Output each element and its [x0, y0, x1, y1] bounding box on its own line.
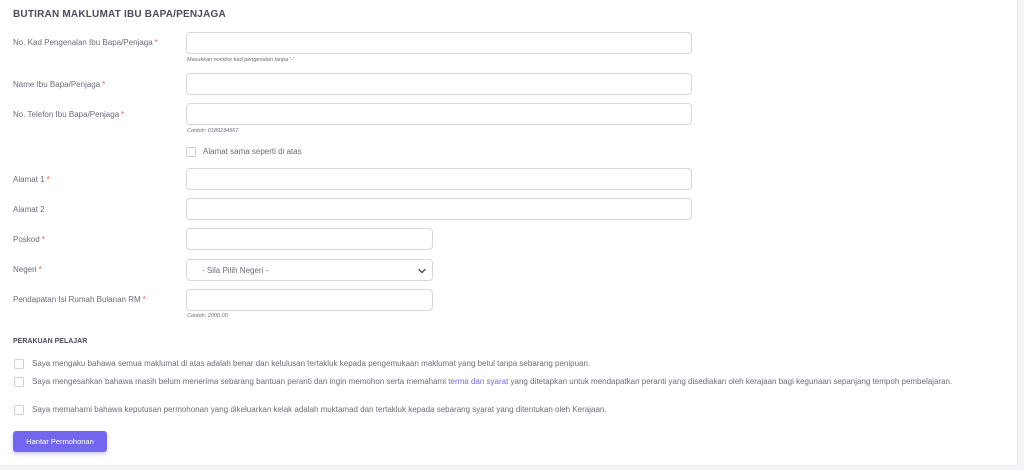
name-label: Name Ibu Bapa/Penjaga *	[13, 80, 106, 89]
address1-label: Alamat 1 *	[13, 175, 50, 184]
same-address-label: Alamat sama seperti di atas	[203, 147, 302, 156]
income-input[interactable]	[186, 289, 433, 311]
declaration-title: PERAKUAN PELAJAR	[13, 338, 88, 345]
chevron-down-icon	[417, 266, 427, 276]
declaration-text-3: Saya memahami bahawa keputusan permohonan yang dikeluarkan kelak adalah muktamad dan tertakluk kepada sebarang syarat yang ditentukan oleh Kerajaan.	[32, 405, 607, 414]
ic-input[interactable]	[186, 32, 692, 54]
ic-hint: Masukkan nombor kad pengenalan tanpa '-'	[187, 57, 294, 63]
declaration-checkbox-2[interactable]	[14, 377, 24, 387]
declaration-text-2: Saya mengesahkan bahawa masih belum menerima sebarang bantuan peranti dan ingin memohon serta memahami terma dan syarat yang ditetapkan untuk mendapatkan peranti yang disediakan oleh kerajaan bagi kegunaan sepanjang tempoh pembelajaran.	[32, 377, 953, 386]
same-address-checkbox[interactable]	[186, 147, 196, 157]
state-select[interactable]	[186, 259, 433, 281]
income-hint: Contoh: 2000.00	[187, 313, 228, 319]
section-title: BUTIRAN MAKLUMAT IBU BAPA/PENJAGA	[13, 9, 226, 20]
name-input[interactable]	[186, 73, 692, 95]
address1-input[interactable]	[186, 168, 692, 190]
declaration-text-1: Saya mengaku bahawa semua maklumat di atas adalah benar dan kelulusan tertakluk kepada pengemukaan maklumat yang betul tanpa sebarang penipuan.	[32, 359, 591, 368]
postcode-label: Poskod *	[13, 235, 45, 244]
declaration-checkbox-3[interactable]	[14, 405, 24, 415]
phone-label: No. Telefon Ibu Bapa/Penjaga *	[13, 110, 125, 119]
ic-label: No. Kad Pengenalan Ibu Bapa/Penjaga *	[13, 38, 158, 47]
address2-input[interactable]	[186, 198, 692, 220]
income-label: Pendapatan Isi Rumah Bulanan RM *	[13, 295, 146, 304]
submit-button[interactable]: Hantar Permohonan	[13, 431, 107, 452]
state-selected-value: - Sila Pilih Negeri -	[202, 266, 269, 275]
postcode-input[interactable]	[186, 228, 433, 250]
terms-link[interactable]: terma dan syarat	[448, 377, 509, 386]
declaration-checkbox-1[interactable]	[14, 359, 24, 369]
state-label: Negeri *	[13, 265, 42, 274]
phone-input[interactable]	[186, 103, 692, 125]
address2-label: Alamat 2	[13, 205, 45, 214]
phone-hint: Contoh: 0189234567	[187, 128, 239, 134]
